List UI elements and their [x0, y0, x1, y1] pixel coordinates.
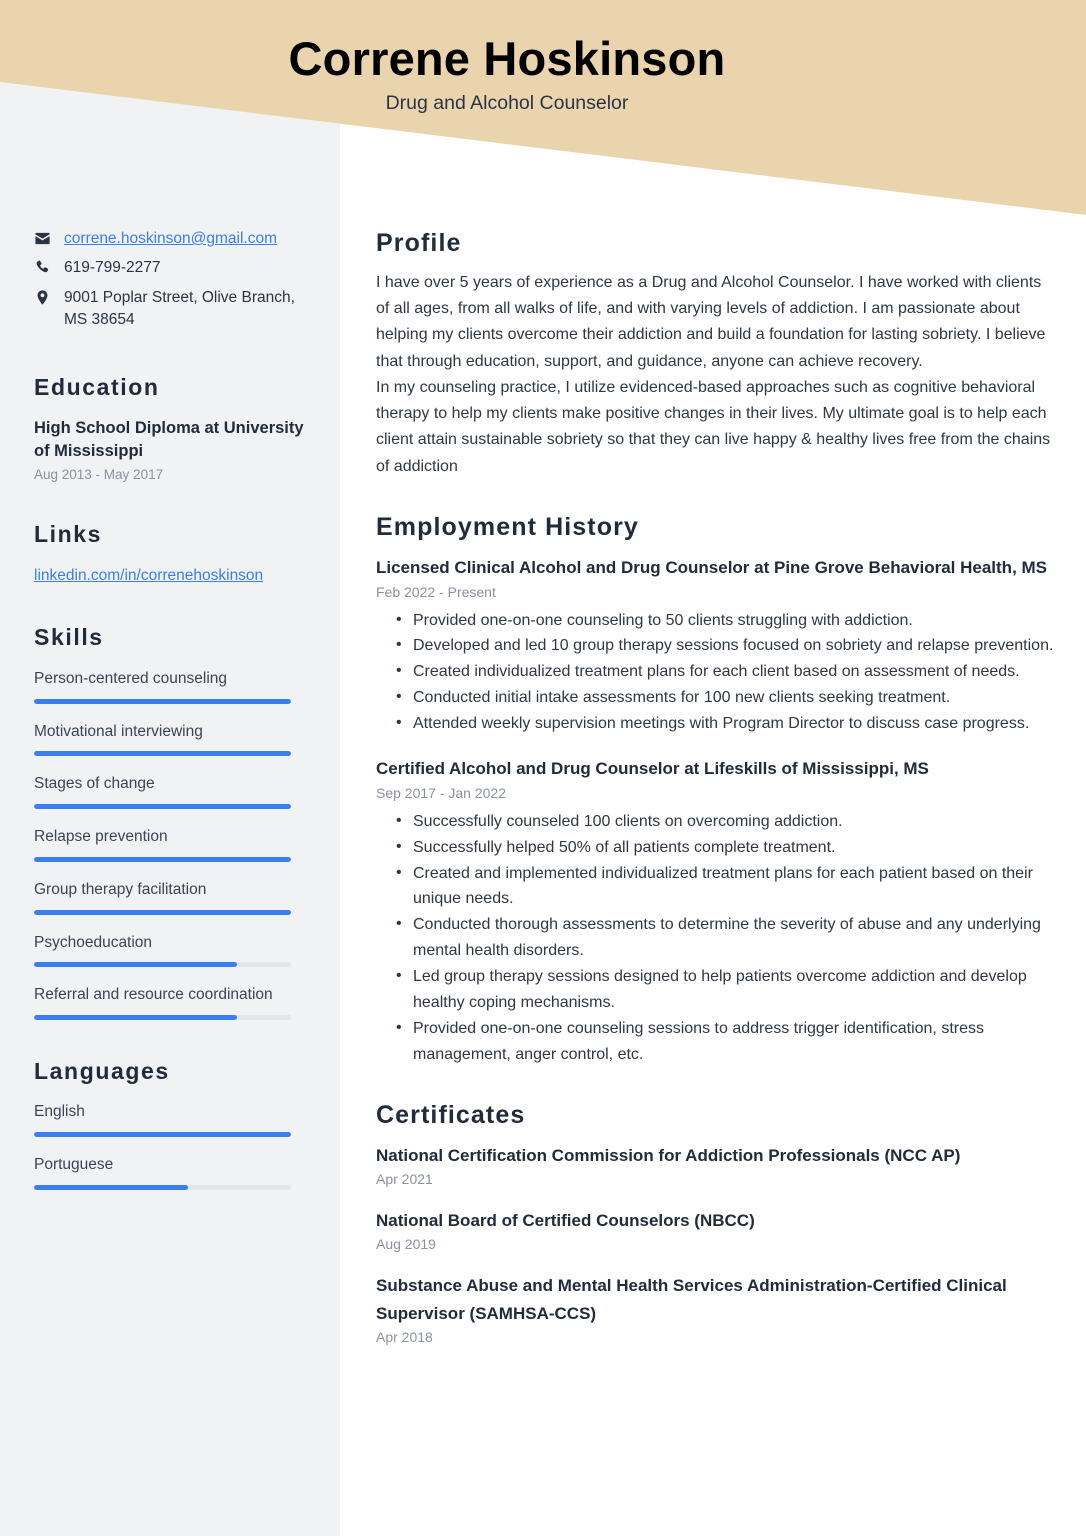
employment-bullet: • Led group therapy sessions designed to help patients overcome addiction and develop healthy coping mechanisms.	[413, 964, 1054, 1016]
skill-level-fill	[34, 857, 291, 862]
skill-item	[34, 984, 312, 1020]
skill-level-fill	[34, 804, 291, 809]
skill-label: Referral and resource coordination	[34, 986, 273, 1004]
skill-level-fill	[34, 751, 291, 756]
contact-address-value: 9001 Poplar Street, Olive Branch, MS 38654	[64, 288, 295, 329]
employment-bullet: • Conducted initial intake assessments for 100 new clients seeking treatment.	[413, 685, 1054, 711]
certificates-list	[376, 1142, 1054, 1348]
certificate-date: Apr 2018	[376, 1329, 433, 1346]
profile-paragraph: In my counseling practice, I utilize evidenced-based approaches such as cognitive behavioral therapy to help my clients make positive changes in their lives. My ultimate goal is to help each client attain sustainable sobriety so that they can live happy & healthy lives free from the chains of addiction	[376, 378, 1051, 475]
languages-list	[34, 1101, 312, 1189]
languages-section	[34, 1058, 312, 1190]
contact-phone-value: 619-799-2277	[64, 259, 161, 277]
skill-level-track	[34, 1015, 291, 1020]
employment-entry	[376, 554, 1054, 737]
certificate-title: Substance Abuse and Mental Health Services Administration-Certified Clinical Supervisor (SAMHSA-CCS)	[376, 1276, 1007, 1323]
skill-label: Motivational interviewing	[34, 722, 203, 740]
certificate-entry	[376, 1272, 1054, 1348]
employment-section	[376, 512, 1054, 1068]
header-banner-shape	[0, 0, 1086, 220]
contact-block	[34, 228, 312, 332]
skill-level-track	[34, 699, 291, 704]
link-item-linkedin[interactable]: linkedin.com/in/correnehoskinson	[34, 566, 264, 584]
certificate-date: Aug 2019	[376, 1236, 436, 1253]
skill-level-fill	[34, 1015, 237, 1020]
phone-icon	[34, 257, 64, 276]
language-label: English	[34, 1103, 85, 1121]
profile-paragraph: I have over 5 years of experience as a Drug and Alcohol Counselor. I have worked with clients of all ages, from all walks of life, and with varying levels of addiction. I am passionate about helping my clients overcome their addiction and build a foundation for lasting sobriety. I believe that through education, support, and guidance, anyone can achieve recovery.	[376, 274, 1046, 370]
employment-bullet: • Successfully helped 50% of all patients complete treatment.	[413, 835, 1054, 861]
envelope-icon	[34, 228, 64, 247]
skill-item	[34, 932, 312, 968]
skill-level-track	[34, 910, 291, 915]
candidate-job-title: Drug and Alcohol Counselor	[385, 92, 629, 114]
employment-entry-date: Sep 2017 - Jan 2022	[376, 785, 506, 802]
certificate-title: National Certification Commission for Addiction Professionals (NCC AP)	[376, 1145, 961, 1165]
language-label: Portuguese	[34, 1156, 114, 1174]
certificate-entry	[376, 1142, 1054, 1190]
skills-list	[34, 668, 312, 1020]
skill-item	[34, 879, 312, 915]
skill-level-fill	[34, 910, 291, 915]
employment-bullet: • Provided one-on-one counseling sessions to address trigger identification, stress management, anger control, etc.	[413, 1016, 1054, 1068]
employment-heading: Employment History	[376, 512, 639, 541]
contact-email-value[interactable]: correne.hoskinson@gmail.com	[64, 230, 278, 247]
skills-heading: Skills	[34, 624, 104, 651]
links-section	[34, 521, 312, 586]
employment-bullet: • Provided one-on-one counseling to 50 clients struggling with addiction.	[413, 608, 1054, 634]
employment-bullet: • Attended weekly supervision meetings with Program Director to discuss case progress.	[413, 711, 1054, 737]
skill-level-track	[34, 857, 291, 862]
certificates-heading: Certificates	[376, 1100, 526, 1129]
language-item	[34, 1101, 312, 1137]
header-banner	[0, 0, 1086, 220]
skill-item	[34, 668, 312, 704]
employment-bullet: • Developed and led 10 group therapy sessions focused on sobriety and relapse prevention.	[413, 633, 1054, 659]
language-level-fill	[34, 1132, 291, 1137]
certificate-date: Apr 2021	[376, 1171, 433, 1188]
employment-bullet: • Created individualized treatment plans for each client based on assessment of needs.	[413, 659, 1054, 685]
skill-label: Person-centered counseling	[34, 670, 228, 688]
employment-entry-title: Licensed Clinical Alcohol and Drug Counselor at Pine Grove Behavioral Health, MS	[376, 557, 1048, 577]
skill-item	[34, 721, 312, 757]
skills-section	[34, 624, 312, 1019]
skill-label: Relapse prevention	[34, 828, 168, 846]
language-item	[34, 1154, 312, 1190]
certificate-title: National Board of Certified Counselors (NBCC)	[376, 1210, 755, 1230]
employment-bullet: • Successfully counseled 100 clients on overcoming addiction.	[413, 809, 1054, 835]
certificates-section	[376, 1100, 1054, 1348]
profile-section	[376, 228, 1054, 480]
profile-text	[376, 270, 1054, 480]
employment-bullet: • Created and implemented individualized treatment plans for each patient based on their unique needs.	[413, 861, 1054, 913]
language-level-fill	[34, 1185, 188, 1190]
links-heading: Links	[34, 521, 103, 548]
language-level-track	[34, 1185, 291, 1190]
education-heading: Education	[34, 373, 160, 400]
languages-heading: Languages	[34, 1057, 170, 1084]
skill-item	[34, 773, 312, 809]
employment-list	[376, 554, 1054, 1068]
profile-heading: Profile	[376, 229, 462, 257]
education-entry-title: High School Diploma at University of Mississippi	[34, 419, 304, 461]
education-entry-date: Aug 2013 - May 2017	[34, 466, 164, 482]
candidate-name: Correne Hoskinson	[288, 32, 726, 85]
skill-level-track	[34, 804, 291, 809]
skill-level-fill	[34, 699, 291, 704]
contact-row-email[interactable]	[34, 228, 312, 250]
map-pin-icon	[34, 287, 64, 306]
skill-label: Group therapy facilitation	[34, 880, 207, 898]
skill-item	[34, 826, 312, 862]
education-section	[34, 374, 312, 483]
employment-bullet-list	[376, 809, 1054, 1068]
education-entry	[34, 417, 312, 483]
language-level-track	[34, 1132, 291, 1137]
skill-label: Psychoeducation	[34, 933, 153, 951]
employment-entry	[376, 755, 1054, 1068]
skill-label: Stages of change	[34, 775, 155, 793]
employment-entry-title: Certified Alcohol and Drug Counselor at Lifeskills of Mississippi, MS	[376, 759, 929, 779]
contact-row-phone	[34, 257, 312, 279]
employment-bullet: • Conducted thorough assessments to determine the severity of abuse and any underlying mental health disorders.	[413, 912, 1054, 964]
skill-level-track	[34, 962, 291, 967]
certificate-entry	[376, 1207, 1054, 1255]
contact-row-address	[34, 287, 312, 332]
skill-level-track	[34, 751, 291, 756]
employment-bullet-list	[376, 608, 1054, 738]
employment-entry-date: Feb 2022 - Present	[376, 583, 496, 600]
skill-level-fill	[34, 962, 237, 967]
